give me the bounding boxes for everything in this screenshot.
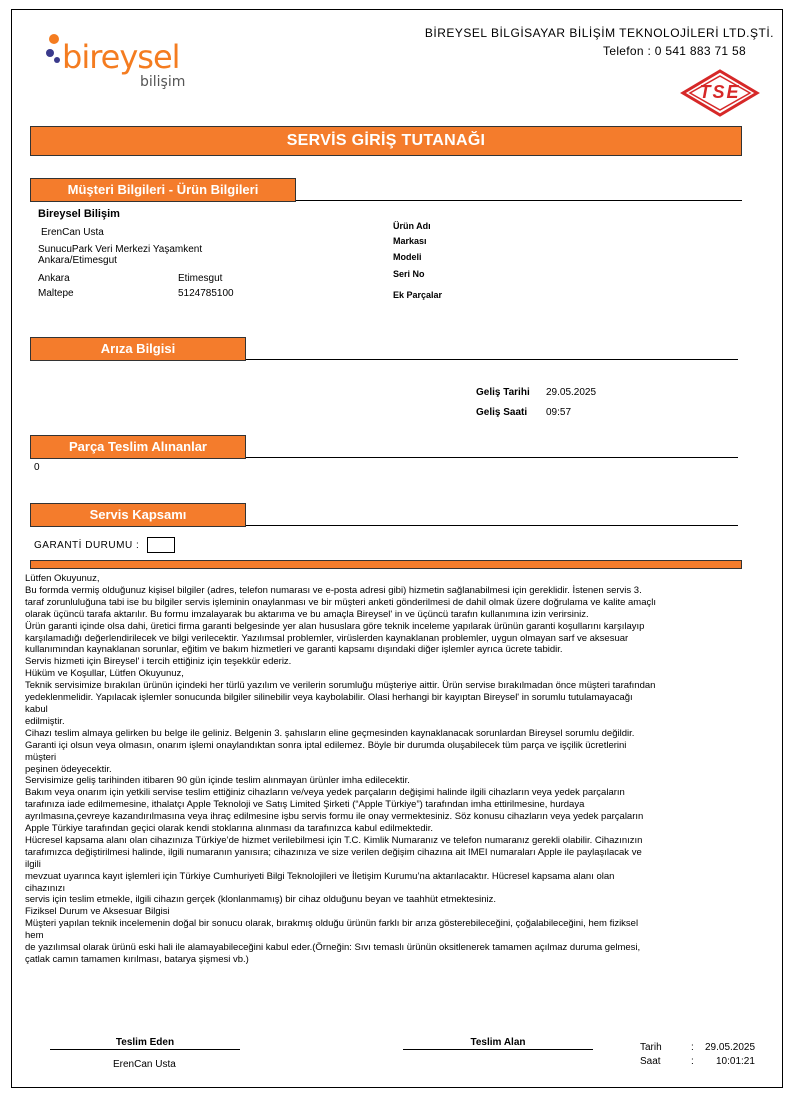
- terms-line: kabul: [25, 703, 48, 715]
- terms-line: Servisimize geliş tarihinden itibaren 90 gün içinde teslim alınmayan ürünler imha edilecektir.: [25, 775, 410, 787]
- separator-bar: [30, 560, 742, 569]
- terms-line: yedeklenmelidir. Yapılacak işlemler sonucunda bilgiler silinebilir veya kaybolabilir. Olasi herhangi bir kayıptan Bireysel' in sorumlu tutulamayacağı: [25, 692, 633, 704]
- section-tab-scope: Servis Kapsamı: [30, 503, 246, 527]
- terms-line: Cihazı teslim almaya gelirken bu belge ile geliniz. Belgenin 3. şahısların eline geçmesinden kaynaklanacak sorunlardan Bireysel sorumlu değildir.: [25, 727, 635, 739]
- section-fault-header: [30, 337, 738, 361]
- terms-line: ayrılmasına,çevreye kazandırılmasına veya ihraç edilmesine işbu servis formu ile onay vermektesiniz. Söz konusu cihazların veya yedek parçaların: [25, 811, 644, 823]
- logo-dot: [54, 57, 60, 63]
- footer-date-label: Tarih: [640, 1042, 662, 1053]
- customer-contact: ErenCan Usta: [41, 227, 104, 238]
- terms-line: Lütfen Okuyunuz,: [25, 573, 100, 584]
- product-brand-label: Markası: [393, 236, 427, 246]
- terms-line: Garanti içi olsun veya olmasın, onarım işlemi onaylandıktan sonra iptal edilemez. Böyle bir durumda oluşabilecek tüm parça ve işçilik ücretlerini: [25, 739, 627, 751]
- terms-line: servis için teslim etmekle, ilgili cihazın gerçek (klonlanmamış) bir cihaz olduğunu beyan ve taahhüt etmektesiniz.: [25, 894, 496, 906]
- terms-line: Servis hizmeti için Bireysel' i tercih ettiğiniz için teşekkür ederiz.: [25, 656, 292, 668]
- section-rule: [246, 457, 738, 458]
- section-tab-customer: Müşteri Bilgileri - Ürün Bilgileri: [30, 178, 296, 202]
- signature-line: [50, 1049, 240, 1050]
- product-serial-label: Seri No: [393, 269, 425, 279]
- terms-line: mevzuat uyarınca kayıt işlemleri için Türkiye Cumhuriyeti Bilgi Teknolojileri ve İletişim Kurumu’na aktarılacaktır. Hücresel kapsama alanı olan: [25, 870, 615, 882]
- arrival-time: 09:57: [546, 407, 572, 418]
- terms-line: peşinen ödeyecektir.: [25, 763, 112, 775]
- logo-dot: [49, 34, 59, 44]
- terms-text: [25, 573, 745, 966]
- terms-line: Bu formda vermiş olduğunuz kişisel bilgiler (adres, telefon numarası ve e-posta adresi gibi) hizmetin sağlanabilmesi için gereklidir. İstenen servis 3.: [25, 584, 642, 596]
- terms-line: ilgili: [25, 858, 41, 870]
- parts-value: 0: [34, 462, 40, 473]
- company-logo: [44, 30, 194, 100]
- warranty-status-box: [147, 537, 175, 553]
- terms-line: Müşteri yapılan teknik incelemenin doğal bir sonucu olarak, bırakmış olduğu ürünün farklı bir arıza gösterebileceğini, çoğalabileceğini, hem fiziksel: [25, 918, 639, 930]
- section-customer-header: [30, 178, 742, 202]
- section-rule: [296, 200, 742, 201]
- section-tab-parts: Parça Teslim Alınanlar: [30, 435, 246, 459]
- terms-line: hem: [25, 930, 44, 942]
- logo-dot: [46, 49, 54, 57]
- terms-line: taraf zorunluluğuna tabi ise bu bilgiler servis işleminin onaylanması ve bir müşteri anketi gönderilmesi de dahil olmak üzere doğrulama ve kalite amaçlı: [25, 596, 657, 608]
- product-extras-label: Ek Parçalar: [393, 290, 443, 300]
- section-parts-header: [30, 435, 738, 459]
- customer-address: SunucuPark Veri Merkezi Yaşamkent Ankara/Etimesgut: [38, 244, 203, 266]
- terms-line: Bakım veya onarım için yetkili servise teslim ettiğiniz cihazların ve/veya yedek parçaların değişimi halinde ilgili cihazların veya yedek parçaların: [25, 787, 625, 799]
- customer-phone: 5124785100: [178, 288, 234, 299]
- terms-line: Ürün garanti içinde olsa dahi, üretici firma garanti belgesinde yer alan hususlara göre teknik inceleme yapılarak ürünün garanti koşullarını karşılayıp: [25, 620, 645, 632]
- page-title: SERVİS GİRİŞ TUTANAĞI: [30, 126, 742, 156]
- terms-line: karşılamadığı değerlendirilecek ve bilgi verilecektir. Yazılımsal problemler, virüslerden kaynaklanan problemler, uygun olmayan sarf ve aksesuar: [25, 632, 629, 644]
- company-name: BİREYSEL BİLGİSAYAR BİLİŞİM TEKNOLOJİLERİ LTD.ŞTİ.: [424, 26, 774, 40]
- terms-line: olarak üçüncü tarafa aktarılır. Bu formu imzalayarak bu aktarıma ve bu amaçla Bireysel' in ve üçüncü tarafın kullanımına izin verirsiniz.: [25, 608, 589, 620]
- terms-line: cihazınızı: [25, 882, 66, 894]
- terms-line: tarafımızca değiştirilmesi halinde, ilgili numaranın yanısıra; cihazınıza ve size verilen değişim cihazına ait IMEI numaraları Apple ile paylaşılacak ve: [25, 846, 642, 858]
- customer-company: Bireysel Bilişim: [38, 208, 120, 220]
- product-name-label: Ürün Adı: [393, 221, 431, 231]
- customer-district: Etimesgut: [178, 273, 223, 284]
- terms-line: çatlak camın tamamen kırılması, batarya şişmesi vb.): [25, 954, 249, 965]
- section-rule: [246, 359, 738, 360]
- delivered-by-label: Teslim Eden: [115, 1037, 175, 1048]
- footer-time-sep: :: [691, 1056, 694, 1067]
- terms-line: Teknik servisimize bırakılan ürünün içindeki her türlü yazılım ve verilerin sorumluğu müşteriye aittir. Ürün servise bırakılmadan önce müşteri tarafından: [25, 680, 656, 692]
- terms-line: Fiziksel Durum ve Aksesuar Bilgisi: [25, 906, 170, 918]
- footer-date-sep: :: [691, 1042, 694, 1053]
- customer-city: Ankara: [38, 273, 70, 284]
- warranty-label: GARANTİ DURUMU :: [34, 540, 140, 551]
- product-model-label: Modeli: [393, 252, 422, 262]
- signature-line: [403, 1049, 593, 1050]
- arrival-time-label: Geliş Saati: [476, 407, 528, 418]
- section-scope-header: [30, 503, 738, 527]
- company-header: [374, 24, 774, 60]
- logo-text: bireysel: [62, 38, 180, 76]
- footer-time: 10:01:21: [716, 1056, 755, 1067]
- logo-subtext: bilişim: [140, 74, 186, 90]
- arrival-date: 29.05.2025: [546, 387, 597, 398]
- footer-time-label: Saat: [640, 1056, 661, 1067]
- terms-line: Hücresel kapsama alanı olan cihazınıza Türkiye’de hizmet verilebilmesi için T.C. Kimlik Numaranız ve telefon numaranız gerekli olabilir. Cihazınızın: [25, 834, 643, 846]
- received-by-label: Teslim Alan: [470, 1037, 526, 1048]
- terms-line: Apple Türkiye tarafından geçici olarak kendi stoklarına alınması da tarafınızca kabul edilmektedir.: [25, 823, 434, 835]
- terms-line: müşteri: [25, 751, 57, 763]
- company-phone: Telefon : 0 541 883 71 58: [603, 44, 746, 58]
- section-rule: [246, 525, 738, 526]
- section-tab-fault: Arıza Bilgisi: [30, 337, 246, 361]
- terms-line: edilmiştir.: [25, 715, 65, 727]
- terms-line: Hüküm ve Koşullar, Lütfen Okuyunuz,: [25, 668, 184, 680]
- terms-line: kullanımından kaynaklanan sorunlar, eğitim ve bakım hizmetleri ve garanti kapsamı dışındaki diğer işlemler ayrıca ücrete tabidir.: [25, 644, 563, 656]
- customer-area: Maltepe: [38, 288, 74, 299]
- arrival-date-label: Geliş Tarihi: [476, 387, 530, 398]
- terms-line: tarafınıza iade edilmemesine, ithalatçı Apple Teknoloji ve Satış Limited Şirketi (“Apple Türkiye”) tarafından imha ettirilmesine, hurdaya: [25, 799, 585, 811]
- delivered-by-name: ErenCan Usta: [113, 1059, 176, 1070]
- footer-date: 29.05.2025: [705, 1042, 756, 1053]
- terms-line: de yazılımsal olarak ürünü eski hali ile alamayabileceğini kabul eder.(Örneğin: Sıvı temaslı ürünün oksitlenerek tamamen açılmaz duruma gelmesi,: [25, 942, 641, 954]
- tse-text: TSE: [699, 82, 741, 102]
- tse-logo: [680, 68, 760, 118]
